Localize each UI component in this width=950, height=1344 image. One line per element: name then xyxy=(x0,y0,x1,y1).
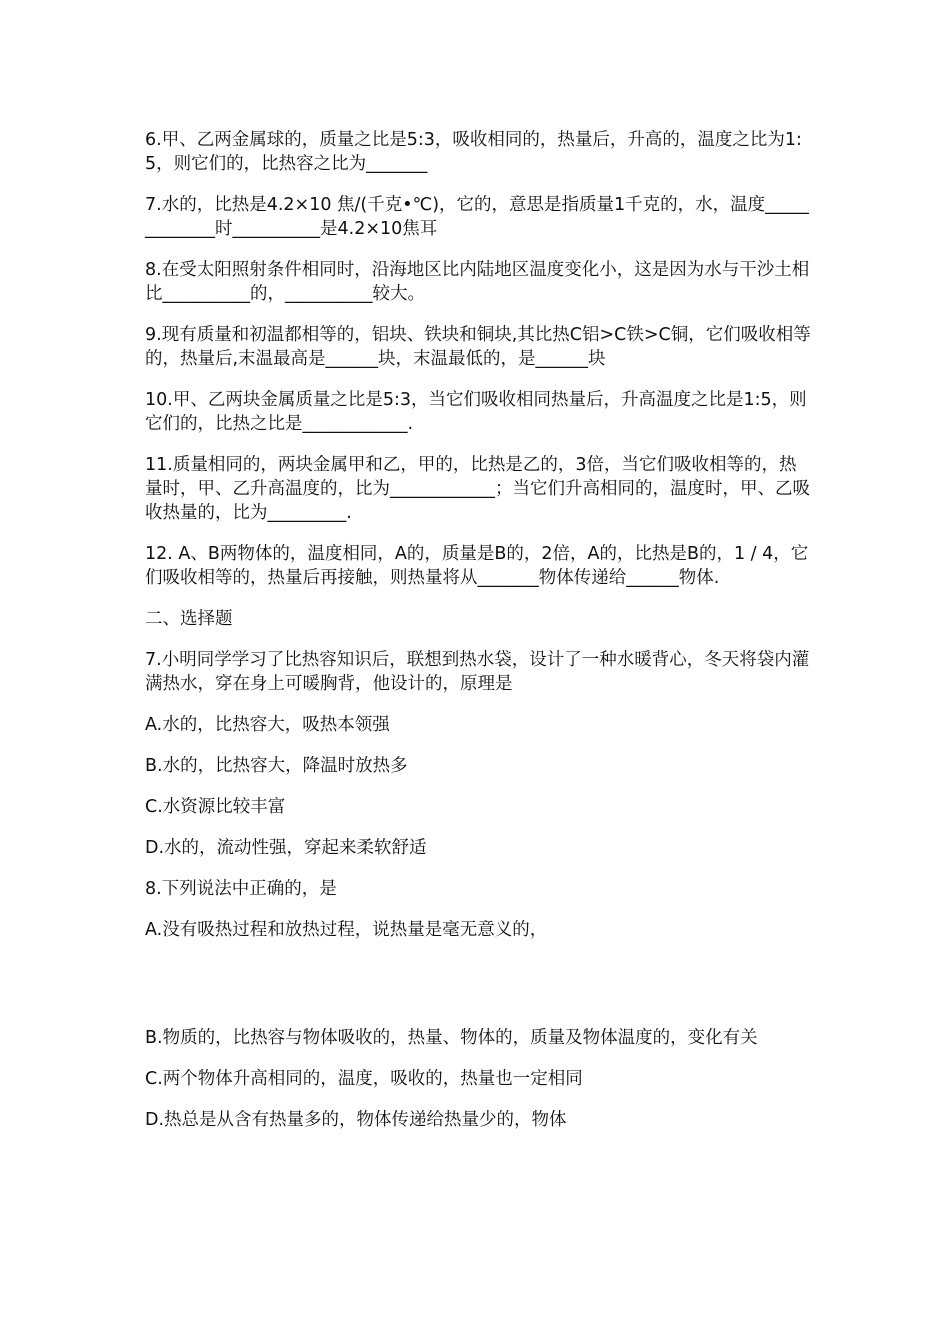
paragraph-q11: 11.质量相同的，两块金属甲和乙，甲的，比热是乙的，3倍，当它们吸收相等的，热量时，甲、乙升高温度的，比为____________；当它们升高相同的，温度时，甲、乙吸收热量的，比为_________. xyxy=(145,455,810,523)
paragraph-q7: 7.水的，比热是4.2×10 焦/(千克•℃)，它的，意思是指质量1千克的，水，温度_____________时__________是4.2×10焦耳 xyxy=(145,195,809,239)
paragraph-mc7a: A.水的，比热容大，吸热本领强 xyxy=(145,715,390,735)
paragraph-q12: 12. A、B两物体的，温度相同，A的，质量是B的，2倍，A的，比热是B的，1 / 4，它们吸收相等的，热量后再接触，则热量将从_______物体传递给______物体. xyxy=(145,544,809,588)
questions-top xyxy=(145,128,813,942)
page-gap xyxy=(145,959,813,1026)
paragraph-mc7c: C.水资源比较丰富 xyxy=(145,797,286,817)
paragraph-mc8: 8.下列说法中正确的，是 xyxy=(145,879,337,899)
paragraph-mc8b: B.物质的，比热容与物体吸收的，热量、物体的，质量及物体温度的，变化有关 xyxy=(145,1028,758,1048)
paragraph-q6: 6.甲、乙两金属球的，质量之比是5:3，吸收相同的，热量后，升高的，温度之比为1:5，则它们的，比热容之比为_______ xyxy=(145,130,802,174)
document-page xyxy=(145,128,813,1149)
paragraph-mc8d: D.热总是从含有热量多的，物体传递给热量少的，物体 xyxy=(145,1110,567,1130)
paragraph-q9: 9.现有质量和初温都相等的，铝块、铁块和铜块,其比热C铝>C铁>C铜，它们吸收相等的，热量后,末温最高是______块，末温最低的，是______块 xyxy=(145,325,811,369)
paragraph-q8: 8.在受太阳照射条件相同时，沿海地区比内陆地区温度变化小，这是因为水与干沙土相比__________的，__________较大。 xyxy=(145,260,810,304)
paragraph-mc7d: D.水的，流动性强，穿起来柔软舒适 xyxy=(145,838,427,858)
paragraph-mc8a: A.没有吸热过程和放热过程，说热量是毫无意义的， xyxy=(145,920,548,940)
paragraph-mc7b: B.水的，比热容大，降温时放热多 xyxy=(145,756,408,776)
paragraph-section2: 二、选择题 xyxy=(145,609,233,629)
questions-bottom xyxy=(145,1026,813,1132)
paragraph-mc8c: C.两个物体升高相同的，温度，吸收的，热量也一定相同 xyxy=(145,1069,583,1089)
paragraph-mc7: 7.小明同学学习了比热容知识后，联想到热水袋，设计了一种水暖背心，冬天将袋内灌满热水，穿在身上可暖胸背，他设计的，原理是 xyxy=(145,650,810,694)
paragraph-q10: 10.甲、乙两块金属质量之比是5:3，当它们吸收相同热量后，升高温度之比是1:5，则它们的，比热之比是____________. xyxy=(145,390,807,434)
